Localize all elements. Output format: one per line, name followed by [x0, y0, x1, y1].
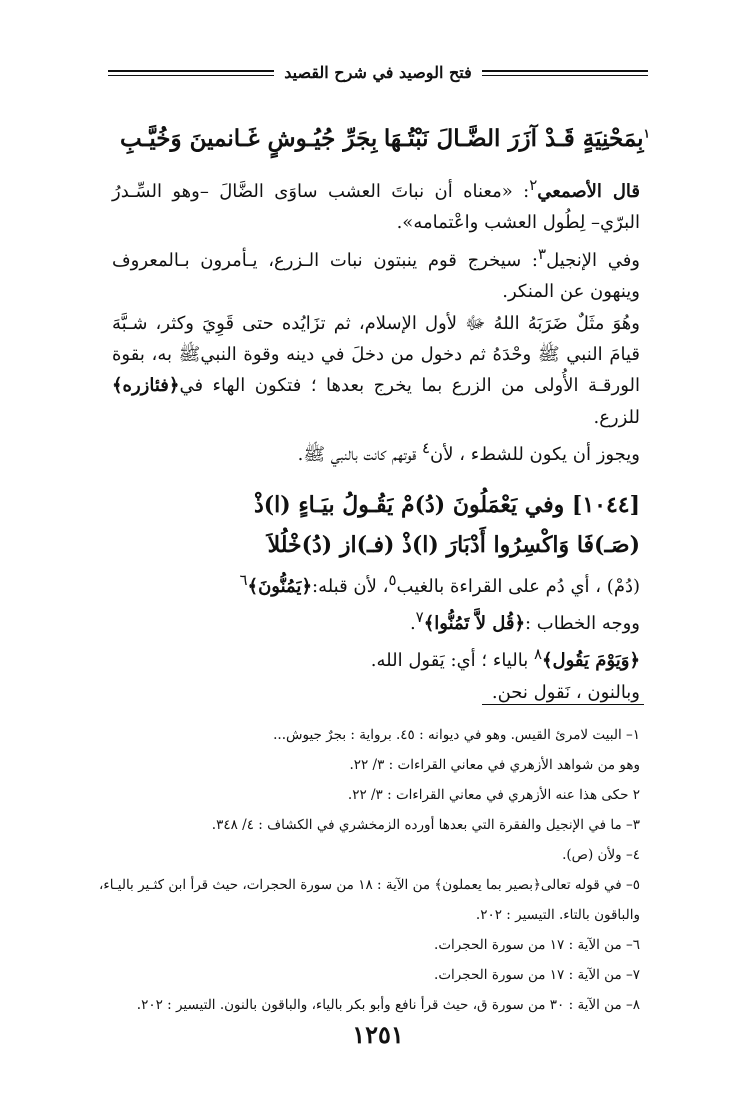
footnote: ٢ حكى هذا عنه الأزهري في معاني القراءات : ٣/ ٢٢. [347, 787, 640, 803]
header-title [108, 61, 648, 85]
footnote: ٤– ولأن (ص). [562, 847, 640, 863]
shatibiyya-verse-line-2: (صَـ)فَا وَاكْسِرُوا أَدْبَارَ (ا)ذْ (فـ)از (دُ)خْلُلاَ [267, 531, 640, 558]
commentary-line [112, 565, 640, 602]
paragraph-text: وفي الإنجيل [546, 249, 640, 271]
commentary-text: بالياء ؛ أي: يَقول الله. [370, 650, 534, 672]
footnote-marker: ٦ [239, 570, 248, 589]
footnote: ٥– في قوله تعالى﴿بصير بما يعملون﴾ من الآية : ١٨ من سورة الحجرات، حيث قرأ ابن كثـير باليـاء، [98, 877, 640, 893]
spacer [112, 471, 640, 485]
commentary-text: ووجه الخطاب : [525, 613, 640, 635]
shatibiyya-verse-line-1: [١٠٤٤] وفي يَعْمَلُونَ (دُ)مْ يَقُـولُ بيَـاءٍ (ا)ذْ [253, 491, 640, 518]
body-text [112, 170, 640, 708]
quran-quote: ﴿قُل لاَّ تَمُنُّوا﴾ [423, 613, 526, 635]
footnote: ٦– من الآية : ١٧ من سورة الحجرات. [434, 937, 640, 953]
name-asmai: قال الأصمعي [537, 181, 640, 202]
commentary-text: ، لأن قبله: [312, 575, 389, 597]
footnote: ٨– من الآية : ٣٠ من سورة ق، حيث قرأ نافع وأبو بكر بالياء، والباقون بالنون. التيسير : ٢٠٢. [136, 997, 640, 1013]
paragraph [112, 308, 640, 434]
verse-left-hemistich: بِجَرِّ جُيُـوشٍ غَـانمينَ وَخُيَّـبِ [120, 124, 378, 152]
paragraph-text: وهُوَ مثَلٌ ضَرَبَهُ اللهُ ﷻ لأول الإسلام، ثم تزَايُده حتى قَوِيَ وكثر، شـبَّهَ قيامَ النبي ﷺ وحْدَهُ ثم دخول من دخلَ في دينه وقوة النبيﷺ به، بقوة الورقـة الأُولى من الزرع بما يخرج بعدها ؛ فتكون الهاء في [112, 312, 640, 397]
quran-quote: ﴿يَمُنُّونَ﴾ [247, 575, 312, 597]
footnote-marker: ٤ [421, 439, 431, 458]
footnote: والباقون بالتاء. التيسير : ٢٠٢. [475, 907, 640, 923]
footnote: ١– البيت لامرئ القيس. وهو في ديوانه : ٤٥. برواية : بجرٌ جيوش... [273, 727, 640, 743]
paragraph-text: : «معناه أن نباتَ العشب ساوَى الضَّالَ –وهو السِّـدرُ البرّي– لِطُول العشب واعْتمامه». [112, 181, 640, 234]
page-number: ١٢٥١ [352, 1020, 404, 1049]
footnote-marker: ١ [643, 125, 650, 140]
commentary-text: (دُمْ) ، أي دُم على القراءة بالغيب [396, 575, 640, 597]
paragraph-text: للزرع. [593, 406, 640, 428]
footnote: ٧– من الآية : ١٧ من سورة الحجرات. [434, 967, 640, 983]
footnote-marker: ٢ [529, 176, 538, 194]
paragraph [112, 433, 640, 470]
commentary-text: . [409, 613, 416, 635]
commentary-line [112, 639, 640, 676]
commentary-text: وبالنون ، نَقول نحن. [491, 681, 640, 703]
verse-right-text: بِمَحْنِيَةٍ قَـدْ آزَرَ الضَّـالَ نَبْتُـهَا [383, 124, 644, 152]
footnote-marker: ٧ [415, 608, 424, 627]
paragraph-text: ويجوز أن يكون للشطء ، لأن [430, 444, 640, 466]
footnote-separator [482, 704, 644, 705]
quran-quote: ﴿فئازره﴾ [112, 375, 180, 397]
footnote-marker: ٣ [538, 244, 547, 263]
verse-right-hemistich [384, 125, 650, 152]
poem-verse [120, 118, 650, 158]
footnote-marker: ٨ [533, 645, 542, 664]
running-header [108, 58, 648, 88]
paragraph [112, 239, 640, 308]
paragraph-text: : سيخرج قوم ينبتون نبات الـزرع، يـأمرون بـالمعروف وينهون عن المنكر. [112, 249, 640, 303]
footnote: وهو من شواهد الأزهري في معاني القراءات : ٣/ ٢٢. [349, 757, 640, 773]
footnote-marker: ٥ [388, 570, 397, 589]
footnote: ٣– ما في الإنجيل والفقرة التي بعدها أورده الزمخشري في الكشاف : ٤/ ٣٤٨. [211, 817, 640, 833]
commentary-line [112, 602, 640, 639]
paragraph [112, 170, 640, 239]
quran-quote: ﴿وَيَوْمَ يَقُول﴾ [542, 650, 640, 672]
footnotes [98, 720, 640, 1020]
paragraph-text: قوتهم كانت بالنبي ﷺ. [297, 444, 422, 466]
header-title-text: فتح الوصيد في شرح القصيد [274, 63, 482, 82]
